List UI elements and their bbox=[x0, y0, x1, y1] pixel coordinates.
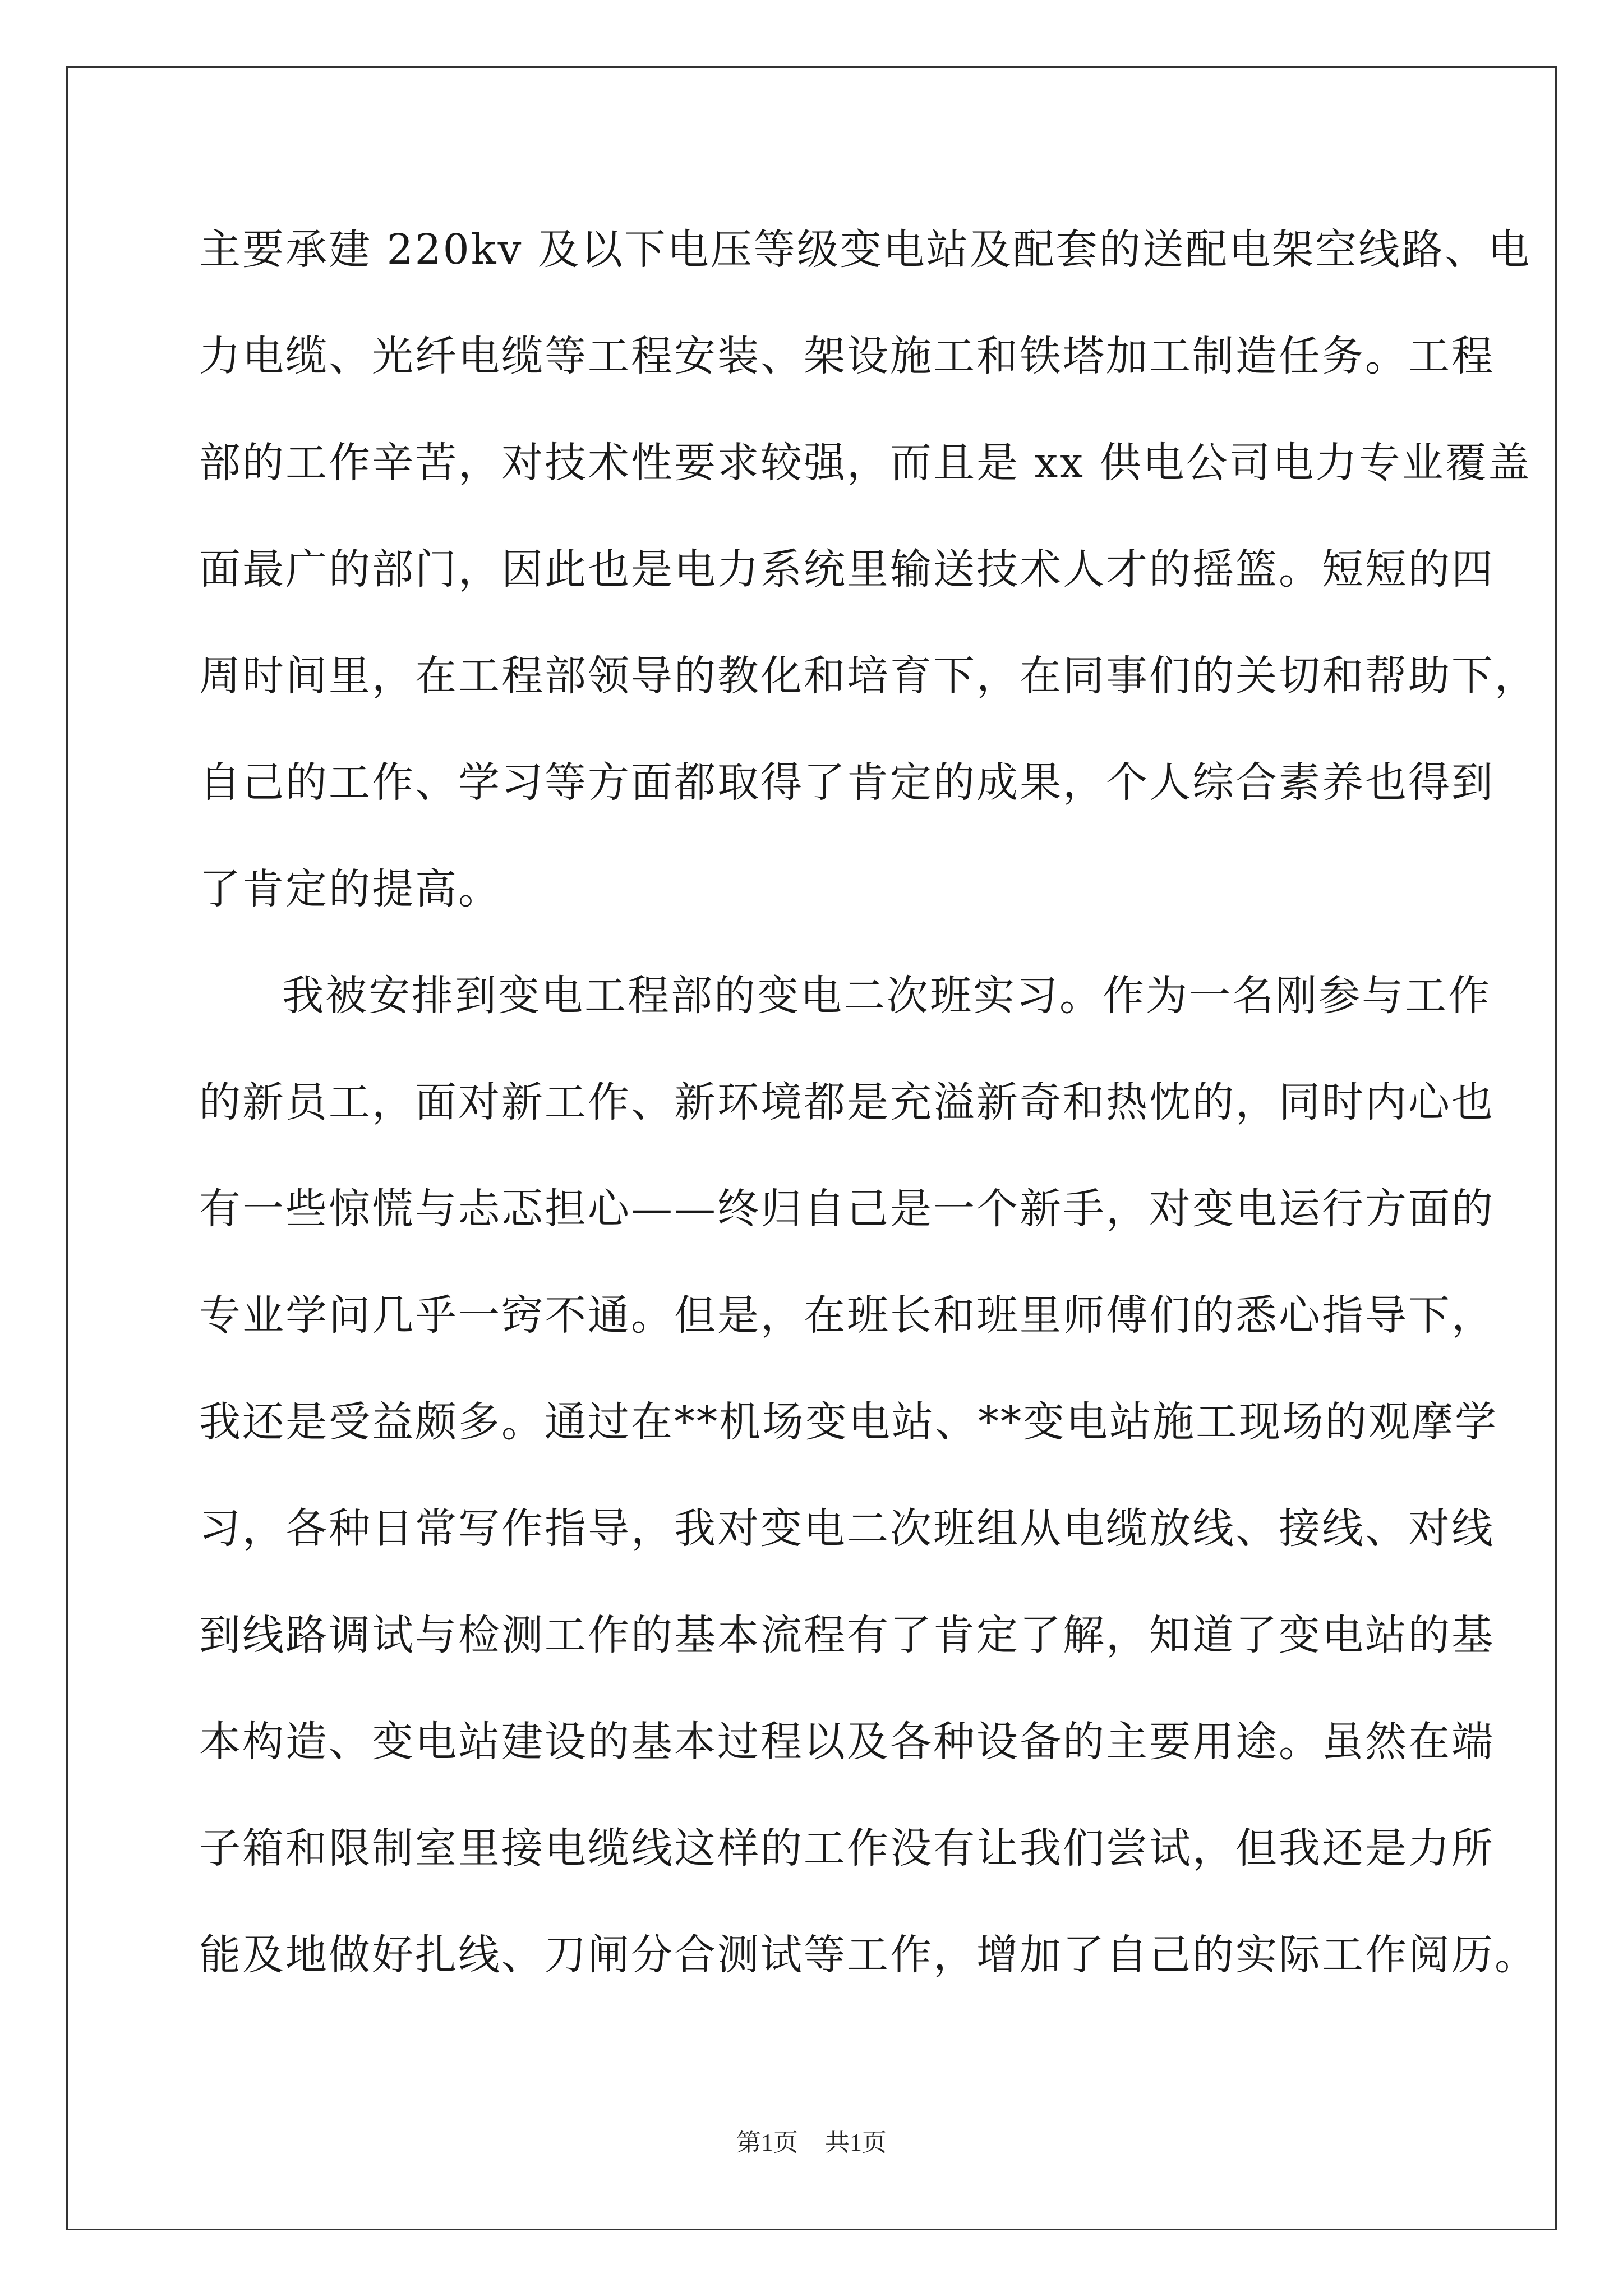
text-line: 主要承建 220kv 及以下电压等级变电站及配套的送配电架空线路、电 bbox=[199, 226, 1531, 274]
paragraph-2 bbox=[199, 965, 1538, 2031]
text-line: 力电缆、光纤电缆等工程安装、架设施工和铁塔加工制造任务。工程 bbox=[199, 332, 1495, 380]
text-line: 到线路调试与检测工作的基本流程有了肯定了解，知道了变电站的基 bbox=[199, 1611, 1495, 1659]
text-line: 部的工作辛苦，对技术性要求较强，而且是 xx 供电公司电力专业覆盖 bbox=[199, 439, 1532, 487]
text-line: 习，各种日常写作指导，我对变电二次班组从电缆放线、接线、对线 bbox=[199, 1504, 1495, 1553]
text-line: 能及地做好扎线、刀闸分合测试等工作，增加了自己的实际工作阅历。 bbox=[199, 1931, 1538, 1979]
text-line: 了肯定的提高。 bbox=[199, 865, 501, 913]
text-line: 有一些惊慌与忐忑担心——终归自己是一个新手，对变电运行方面的 bbox=[199, 1185, 1495, 1233]
text-line: 我还是受益颇多。通过在**机场变电站、**变电站施工现场的观摩学 bbox=[199, 1398, 1498, 1446]
text-line: 我被安排到变电工程部的变电二次班实习。作为一名刚参与工作 bbox=[282, 972, 1491, 1020]
text-line: 专业学问几乎一窍不通。但是，在班长和班里师傅们的悉心指导下， bbox=[199, 1291, 1495, 1340]
text-line: 子箱和限制室里接电缆线这样的工作没有让我们尝试，但我还是力所 bbox=[199, 1824, 1495, 1872]
text-line: 的新员工，面对新工作、新环境都是充溢新奇和热忱的，同时内心也 bbox=[199, 1078, 1495, 1126]
page-number-total: 共1页 bbox=[825, 2129, 887, 2156]
text-line: 自己的工作、学习等方面都取得了肯定的成果，个人综合素养也得到 bbox=[199, 758, 1495, 807]
text-line: 本构造、变电站建设的基本过程以及各种设备的主要用途。虽然在端 bbox=[199, 1718, 1495, 1766]
page-number-current: 第1页 bbox=[736, 2129, 798, 2156]
text-line: 面最广的部门，因此也是电力系统里输送技术人才的摇篮。短短的四 bbox=[199, 545, 1495, 593]
page-footer bbox=[0, 2126, 1623, 2160]
document-body bbox=[199, 219, 1538, 2031]
paragraph-1 bbox=[199, 219, 1538, 965]
text-line: 周时间里，在工程部领导的教化和培育下，在同事们的关切和帮助下， bbox=[199, 652, 1538, 700]
